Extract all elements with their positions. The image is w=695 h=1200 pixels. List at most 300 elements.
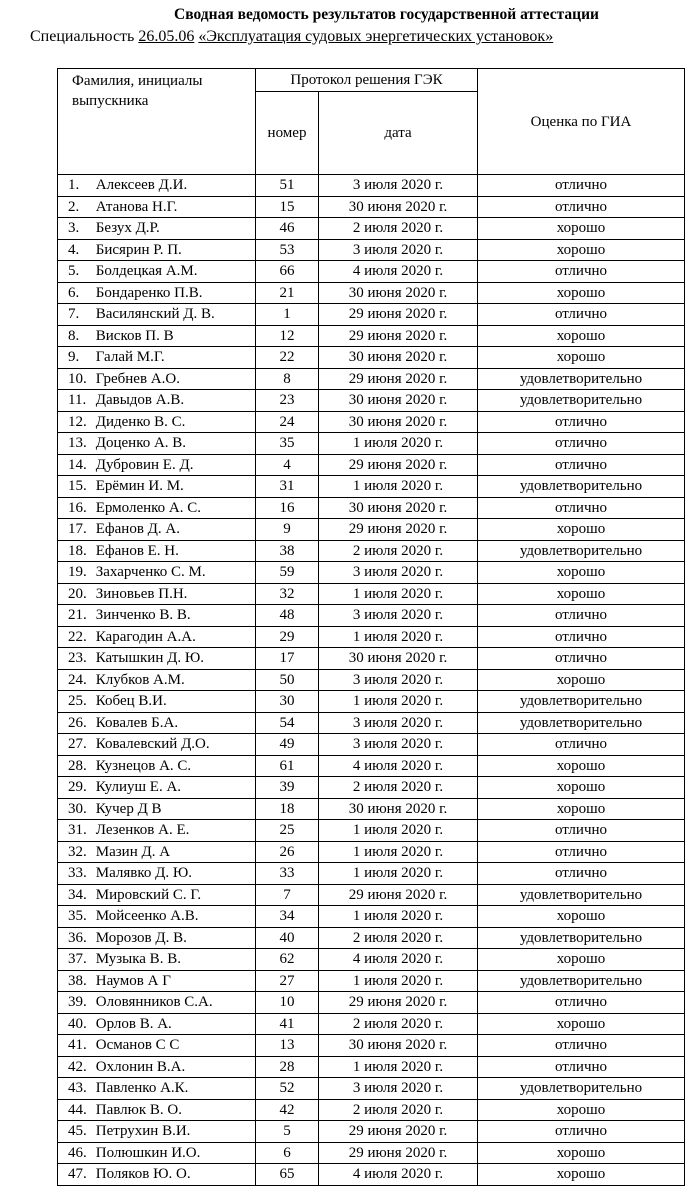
row-index: 3. (68, 220, 80, 236)
protocol-date: 29 июня 2020 г. (319, 1142, 478, 1164)
graduate-name: Безух Д.Р. (95, 220, 160, 236)
row-index: 13. (68, 435, 87, 451)
row-index: 44. (68, 1101, 87, 1118)
protocol-number: 24 (256, 411, 319, 433)
row-index: 35. (68, 908, 87, 924)
exam-grade: хорошо (478, 798, 685, 820)
protocol-date: 4 июля 2020 г. (319, 261, 478, 283)
graduate-name: Ермоленко А. С. (95, 499, 202, 516)
graduate-name-cell (58, 992, 256, 1014)
graduate-name-cell (58, 519, 256, 541)
exam-grade: отлично (478, 1121, 685, 1143)
protocol-number: 50 (256, 669, 319, 691)
graduate-name: Гребнев А.О. (95, 370, 180, 387)
graduate-name-cell (58, 863, 256, 885)
graduate-name: Висков П. В (95, 327, 174, 344)
graduate-name: Дубровин Е. Д. (95, 456, 194, 473)
protocol-date: 30 июня 2020 г. (319, 411, 478, 433)
graduate-name: Зиновьев П.Н. (95, 585, 188, 602)
row-index: 11. (68, 392, 87, 408)
row-index: 34. (68, 886, 87, 903)
exam-grade: хорошо (478, 949, 685, 971)
row-index: 9. (68, 349, 80, 365)
graduate-name-cell (58, 411, 256, 433)
exam-grade: хорошо (478, 519, 685, 541)
protocol-date: 2 июля 2020 г. (319, 1099, 478, 1121)
graduate-name: Морозов Д. В. (95, 929, 187, 946)
specialty-name: «Эксплуатация судовых энергетических установок» (198, 28, 554, 45)
row-index: 21. (68, 607, 87, 623)
protocol-number: 26 (256, 841, 319, 863)
graduate-name: Зинченко В. В. (95, 607, 191, 623)
protocol-number: 29 (256, 626, 319, 648)
exam-grade: удовлетворительно (478, 368, 685, 390)
row-index: 37. (68, 951, 87, 967)
header-date: дата (319, 92, 478, 175)
table-row (58, 992, 685, 1014)
graduate-name: Полюшкин И.О. (95, 1144, 201, 1161)
row-index: 42. (68, 1058, 87, 1075)
protocol-number: 59 (256, 562, 319, 584)
row-index: 45. (68, 1123, 87, 1139)
table-row (58, 261, 685, 283)
protocol-date: 3 июля 2020 г. (319, 605, 478, 627)
row-index: 47. (68, 1166, 87, 1182)
exam-grade: отлично (478, 1035, 685, 1057)
protocol-number: 62 (256, 949, 319, 971)
row-index: 32. (68, 843, 87, 860)
protocol-number: 32 (256, 583, 319, 605)
protocol-number: 10 (256, 992, 319, 1014)
table-row (58, 1035, 685, 1057)
row-index: 1. (68, 177, 80, 193)
graduate-name: Галай М.Г. (95, 349, 165, 365)
graduate-name-cell (58, 777, 256, 799)
header-grade: Оценка по ГИА (478, 69, 685, 175)
protocol-date: 30 июня 2020 г. (319, 1035, 478, 1057)
graduate-name: Бисярин Р. П. (95, 241, 182, 258)
table-row (58, 970, 685, 992)
table-row (58, 884, 685, 906)
exam-grade: удовлетворительно (478, 970, 685, 992)
graduate-name: Мировский С. Г. (95, 886, 202, 903)
protocol-date: 1 июля 2020 г. (319, 583, 478, 605)
exam-grade: отлично (478, 497, 685, 519)
exam-grade: хорошо (478, 777, 685, 799)
table-row (58, 218, 685, 240)
table-row (58, 540, 685, 562)
specialty-code: 26.05.06 (138, 28, 195, 45)
protocol-number: 66 (256, 261, 319, 283)
protocol-date: 30 июня 2020 г. (319, 282, 478, 304)
graduate-name-cell (58, 712, 256, 734)
exam-grade: удовлетворительно (478, 691, 685, 713)
row-index: 40. (68, 1015, 87, 1032)
row-index: 20. (68, 585, 87, 602)
graduate-name: Павленко А.К. (95, 1080, 189, 1096)
graduate-name-cell (58, 175, 256, 197)
graduate-name-cell (58, 605, 256, 627)
table-row (58, 368, 685, 390)
row-index: 31. (68, 822, 87, 838)
row-index: 17. (68, 521, 87, 537)
protocol-date: 30 июня 2020 г. (319, 390, 478, 412)
graduate-name-cell (58, 669, 256, 691)
table-row (58, 841, 685, 863)
protocol-number: 42 (256, 1099, 319, 1121)
table-row (58, 820, 685, 842)
exam-grade: удовлетворительно (478, 1078, 685, 1100)
exam-grade: отлично (478, 648, 685, 670)
graduate-name-cell (58, 433, 256, 455)
table-row (58, 605, 685, 627)
graduate-name: Ерёмин И. М. (95, 478, 184, 494)
row-index: 4. (68, 241, 80, 258)
row-index: 27. (68, 736, 87, 752)
protocol-number: 17 (256, 648, 319, 670)
table-row (58, 1121, 685, 1143)
exam-grade: удовлетворительно (478, 540, 685, 562)
table-row (58, 390, 685, 412)
protocol-number: 34 (256, 906, 319, 928)
exam-grade: хорошо (478, 347, 685, 369)
row-index: 33. (68, 865, 87, 881)
graduate-name: Наумов А Г (95, 972, 171, 989)
graduate-name: Петрухин В.И. (95, 1123, 191, 1139)
protocol-number: 12 (256, 325, 319, 347)
protocol-number: 51 (256, 175, 319, 197)
protocol-number: 52 (256, 1078, 319, 1100)
protocol-number: 16 (256, 497, 319, 519)
graduate-name-cell (58, 540, 256, 562)
header-number: номер (256, 92, 319, 175)
protocol-date: 2 июля 2020 г. (319, 218, 478, 240)
protocol-number: 33 (256, 863, 319, 885)
graduate-name-cell (58, 1121, 256, 1143)
protocol-date: 29 июня 2020 г. (319, 884, 478, 906)
protocol-date: 30 июня 2020 г. (319, 347, 478, 369)
row-index: 39. (68, 994, 87, 1010)
table-row (58, 497, 685, 519)
protocol-date: 29 июня 2020 г. (319, 519, 478, 541)
graduate-name-cell (58, 196, 256, 218)
row-index: 15. (68, 478, 87, 494)
table-row (58, 347, 685, 369)
graduate-name-cell (58, 1099, 256, 1121)
graduate-name: Охлонин В.А. (95, 1058, 186, 1075)
row-index: 6. (68, 284, 80, 301)
graduate-name-cell (58, 218, 256, 240)
table-body (58, 175, 685, 1186)
protocol-date: 4 июля 2020 г. (319, 755, 478, 777)
graduate-name-cell (58, 949, 256, 971)
table-row (58, 562, 685, 584)
exam-grade: отлично (478, 992, 685, 1014)
exam-grade: отлично (478, 605, 685, 627)
table-row (58, 196, 685, 218)
table-row (58, 325, 685, 347)
graduate-name: Болдецкая А.М. (95, 263, 198, 279)
table-row (58, 433, 685, 455)
exam-grade: хорошо (478, 906, 685, 928)
protocol-number: 54 (256, 712, 319, 734)
exam-grade: отлично (478, 196, 685, 218)
graduate-name-cell (58, 798, 256, 820)
exam-grade: хорошо (478, 583, 685, 605)
protocol-date: 30 июня 2020 г. (319, 196, 478, 218)
graduate-name: Давыдов А.В. (95, 392, 185, 408)
protocol-number: 65 (256, 1164, 319, 1186)
protocol-date: 3 июля 2020 г. (319, 734, 478, 756)
table-row (58, 1056, 685, 1078)
protocol-number: 40 (256, 927, 319, 949)
row-index: 2. (68, 198, 80, 215)
table-row (58, 1013, 685, 1035)
protocol-date: 30 июня 2020 г. (319, 648, 478, 670)
graduate-name: Кузнецов А. С. (95, 757, 192, 774)
protocol-date: 2 июля 2020 г. (319, 927, 478, 949)
graduate-name-cell (58, 755, 256, 777)
results-table (57, 68, 685, 1186)
graduate-name: Павлюк В. О. (95, 1101, 182, 1118)
exam-grade: хорошо (478, 1013, 685, 1035)
exam-grade: отлично (478, 1056, 685, 1078)
table-row (58, 669, 685, 691)
table-row (58, 476, 685, 498)
protocol-date: 1 июля 2020 г. (319, 1056, 478, 1078)
row-index: 24. (68, 671, 87, 688)
graduate-name: Бондаренко П.В. (95, 284, 203, 301)
protocol-date: 3 июля 2020 г. (319, 562, 478, 584)
protocol-date: 1 июля 2020 г. (319, 906, 478, 928)
protocol-number: 46 (256, 218, 319, 240)
graduate-name: Поляков Ю. О. (95, 1166, 191, 1182)
graduate-name-cell (58, 1142, 256, 1164)
protocol-number: 21 (256, 282, 319, 304)
graduate-name-cell (58, 906, 256, 928)
graduate-name: Мазин Д. А (95, 843, 171, 860)
protocol-date: 1 июля 2020 г. (319, 863, 478, 885)
protocol-date: 3 июля 2020 г. (319, 669, 478, 691)
header-protocol: Протокол решения ГЭК (256, 69, 478, 92)
protocol-number: 27 (256, 970, 319, 992)
graduate-name-cell (58, 1035, 256, 1057)
row-index: 26. (68, 714, 87, 731)
table-row (58, 691, 685, 713)
graduate-name-cell (58, 325, 256, 347)
exam-grade: отлично (478, 454, 685, 476)
row-index: 14. (68, 456, 87, 473)
graduate-name-cell (58, 239, 256, 261)
graduate-name-cell (58, 1164, 256, 1186)
graduate-name-cell (58, 734, 256, 756)
table-row (58, 175, 685, 197)
graduate-name: Кобец В.И. (95, 693, 167, 709)
graduate-name-cell (58, 927, 256, 949)
exam-grade: хорошо (478, 1164, 685, 1186)
protocol-date: 1 июля 2020 г. (319, 691, 478, 713)
table-row (58, 583, 685, 605)
table-row (58, 1099, 685, 1121)
graduate-name-cell (58, 1013, 256, 1035)
graduate-name-cell (58, 390, 256, 412)
protocol-date: 3 июля 2020 г. (319, 239, 478, 261)
row-index: 43. (68, 1080, 87, 1096)
graduate-name-cell (58, 476, 256, 498)
protocol-date: 1 июля 2020 г. (319, 841, 478, 863)
protocol-date: 1 июля 2020 г. (319, 820, 478, 842)
protocol-date: 1 июля 2020 г. (319, 433, 478, 455)
graduate-name-cell (58, 562, 256, 584)
table-row (58, 411, 685, 433)
table-row (58, 648, 685, 670)
protocol-number: 41 (256, 1013, 319, 1035)
protocol-number: 53 (256, 239, 319, 261)
graduate-name-cell (58, 454, 256, 476)
table-row (58, 927, 685, 949)
protocol-number: 38 (256, 540, 319, 562)
graduate-name: Оловянников С.А. (95, 994, 213, 1010)
protocol-date: 29 июня 2020 г. (319, 454, 478, 476)
exam-grade: хорошо (478, 755, 685, 777)
specialty-line (30, 28, 553, 46)
row-index: 18. (68, 542, 87, 559)
protocol-date: 30 июня 2020 г. (319, 798, 478, 820)
protocol-date: 4 июля 2020 г. (319, 1164, 478, 1186)
table-row (58, 1078, 685, 1100)
table-row (58, 519, 685, 541)
protocol-number: 18 (256, 798, 319, 820)
protocol-number: 9 (256, 519, 319, 541)
protocol-date: 3 июля 2020 г. (319, 1078, 478, 1100)
protocol-number: 7 (256, 884, 319, 906)
graduate-name: Мойсеенко А.В. (95, 908, 199, 924)
graduate-name-cell (58, 1078, 256, 1100)
table-row (58, 798, 685, 820)
graduate-name: Кулиуш Е. А. (95, 779, 182, 795)
row-index: 29. (68, 779, 87, 795)
graduate-name: Алексеев Д.И. (95, 177, 188, 193)
protocol-number: 30 (256, 691, 319, 713)
table-row (58, 304, 685, 326)
table-row (58, 906, 685, 928)
protocol-date: 2 июля 2020 г. (319, 777, 478, 799)
protocol-date: 29 июня 2020 г. (319, 304, 478, 326)
graduate-name-cell (58, 368, 256, 390)
protocol-number: 23 (256, 390, 319, 412)
graduate-name: Василянский Д. В. (95, 306, 215, 322)
exam-grade: отлично (478, 433, 685, 455)
table-row (58, 734, 685, 756)
exam-grade: хорошо (478, 1099, 685, 1121)
exam-grade: отлично (478, 304, 685, 326)
graduate-name: Захарченко С. М. (95, 564, 206, 580)
table-row (58, 239, 685, 261)
exam-grade: удовлетворительно (478, 390, 685, 412)
table-row (58, 1164, 685, 1186)
protocol-date: 2 июля 2020 г. (319, 540, 478, 562)
protocol-number: 35 (256, 433, 319, 455)
exam-grade: хорошо (478, 669, 685, 691)
protocol-number: 48 (256, 605, 319, 627)
row-index: 5. (68, 263, 80, 279)
protocol-date: 29 июня 2020 г. (319, 368, 478, 390)
protocol-number: 22 (256, 347, 319, 369)
graduate-name: Карагодин А.А. (95, 628, 196, 645)
graduate-name: Ковалев Б.А. (95, 714, 179, 731)
row-index: 38. (68, 972, 87, 989)
exam-grade: отлично (478, 841, 685, 863)
document-title: Сводная ведомость результатов государственной аттестации (174, 6, 599, 23)
table-row (58, 777, 685, 799)
row-index: 23. (68, 650, 87, 666)
graduate-name: Ефанов Е. Н. (95, 542, 179, 559)
table-row (58, 863, 685, 885)
protocol-number: 31 (256, 476, 319, 498)
exam-grade: удовлетворительно (478, 712, 685, 734)
protocol-number: 25 (256, 820, 319, 842)
protocol-number: 28 (256, 1056, 319, 1078)
protocol-number: 49 (256, 734, 319, 756)
protocol-number: 6 (256, 1142, 319, 1164)
protocol-date: 1 июля 2020 г. (319, 970, 478, 992)
graduate-name: Османов С С (95, 1037, 180, 1053)
graduate-name-cell (58, 583, 256, 605)
table-row (58, 282, 685, 304)
graduate-name: Доценко А. В. (95, 435, 187, 451)
graduate-name: Клубков А.М. (95, 671, 185, 688)
exam-grade: отлично (478, 175, 685, 197)
exam-grade: отлично (478, 411, 685, 433)
exam-grade: отлично (478, 261, 685, 283)
graduate-name-cell (58, 820, 256, 842)
exam-grade: удовлетворительно (478, 927, 685, 949)
exam-grade: хорошо (478, 325, 685, 347)
graduate-name: Катышкин Д. Ю. (95, 650, 205, 666)
graduate-name: Музыка В. В. (95, 951, 181, 967)
graduate-name: Диденко В. С. (95, 413, 186, 430)
exam-grade: отлично (478, 863, 685, 885)
graduate-name-cell (58, 970, 256, 992)
protocol-date: 29 июня 2020 г. (319, 325, 478, 347)
protocol-number: 39 (256, 777, 319, 799)
row-index: 19. (68, 564, 87, 580)
graduate-name: Малявко Д. Ю. (95, 865, 193, 881)
row-index: 25. (68, 693, 87, 709)
graduate-name-cell (58, 282, 256, 304)
graduate-name-cell (58, 884, 256, 906)
table-row (58, 755, 685, 777)
graduate-name: Орлов В. А. (95, 1015, 172, 1032)
protocol-number: 8 (256, 368, 319, 390)
table-row (58, 626, 685, 648)
protocol-number: 5 (256, 1121, 319, 1143)
row-index: 10. (68, 370, 87, 387)
protocol-date: 2 июля 2020 г. (319, 1013, 478, 1035)
exam-grade: хорошо (478, 282, 685, 304)
graduate-name: Ковалевский Д.О. (95, 736, 210, 752)
graduate-name-cell (58, 347, 256, 369)
protocol-date: 29 июня 2020 г. (319, 992, 478, 1014)
graduate-name-cell (58, 691, 256, 713)
protocol-date: 29 июня 2020 г. (319, 1121, 478, 1143)
row-index: 28. (68, 757, 87, 774)
graduate-name-cell (58, 304, 256, 326)
protocol-number: 4 (256, 454, 319, 476)
exam-grade: хорошо (478, 239, 685, 261)
row-index: 22. (68, 628, 87, 645)
protocol-date: 30 июня 2020 г. (319, 497, 478, 519)
